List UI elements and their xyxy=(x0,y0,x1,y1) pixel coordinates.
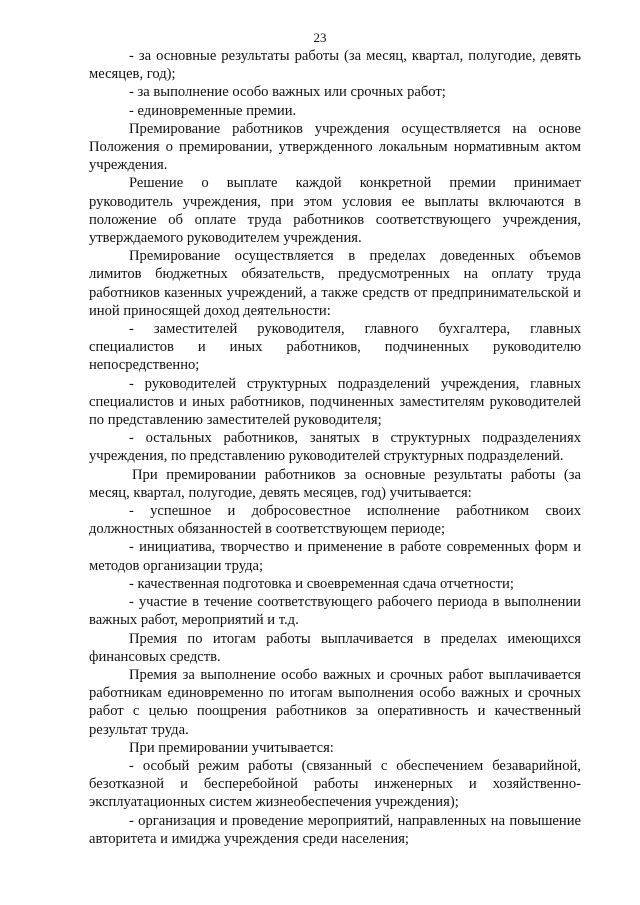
document-body xyxy=(89,47,581,848)
paragraph: Премирование осуществляется в пределах доведенных объемов лимитов бюджетных обязательств, предусмотренных на оплату труда работников казенных учреждений, а также средств от предпринимательской и иной приносящей доход деятельности: xyxy=(89,248,581,319)
paragraph: При премировании работников за основные результаты работы (за месяц, квартал, полугодие, девять месяцев, год) учитывается: xyxy=(89,466,581,501)
paragraph: - участие в течение соответствующего рабочего периода в выполнении важных работ, мероприятий и т.д. xyxy=(89,594,581,629)
paragraph: Решение о выплате каждой конкретной премии принимает руководитель учреждения, при этом условия ее выплаты включаются в положение об оплате труда работников соответствующего учреждения, утверждаемого руководителем учреждения. xyxy=(89,175,581,247)
paragraph: - организация и проведение мероприятий, направленных на повышение авторитета и имиджа учреждения среди населения; xyxy=(89,812,581,847)
paragraph: - инициатива, творчество и применение в работе современных форм и методов организации труда; xyxy=(89,539,581,574)
paragraph: - за основные результаты работы (за месяц, квартал, полугодие, девять месяцев, год); xyxy=(89,48,581,83)
paragraph: - качественная подготовка и своевременная сдача отчетности; xyxy=(129,575,514,592)
paragraph: - руководителей структурных подразделений учреждения, главных специалистов и иных работников, подчиненных заместителям руководителей по представлению заместителей руководителя; xyxy=(89,375,581,429)
paragraph: - единовременные премии. xyxy=(129,102,297,119)
paragraph: Премирование работников учреждения осуществляется на основе Положения о премировании, утвержденного локальным нормативным актом учреждения. xyxy=(89,120,581,174)
paragraph: - за выполнение особо важных или срочных работ; xyxy=(129,84,446,101)
paragraph: При премировании учитывается: xyxy=(129,739,334,756)
page-number: 23 xyxy=(313,30,327,45)
paragraph: - заместителей руководителя, главного бухгалтера, главных специалистов и иных работников, подчиненных руководителю непосредственно; xyxy=(89,321,581,374)
paragraph: Премия по итогам работы выплачивается в пределах имеющихся финансовых средств. xyxy=(89,630,581,665)
paragraph: - остальных работников, занятых в структурных подразделениях учреждения, по представлению руководителей структурных подразделений. xyxy=(89,430,581,465)
paragraph: - особый режим работы (связанный с обеспечением безаварийной, безотказной и бесперебойной работы инженерных и хозяйственно-эксплуатационных систем жизнеобеспечения учреждения); xyxy=(89,757,581,811)
paragraph: - успешное и добросовестное исполнение работником своих должностных обязанностей в соответствующем периоде; xyxy=(89,503,581,538)
paragraph: Премия за выполнение особо важных и срочных работ выплачивается работникам единовременно по итогам выполнения особо важных и срочных работ с целью поощрения работников за оперативность и качественный результат труда. xyxy=(89,666,581,738)
